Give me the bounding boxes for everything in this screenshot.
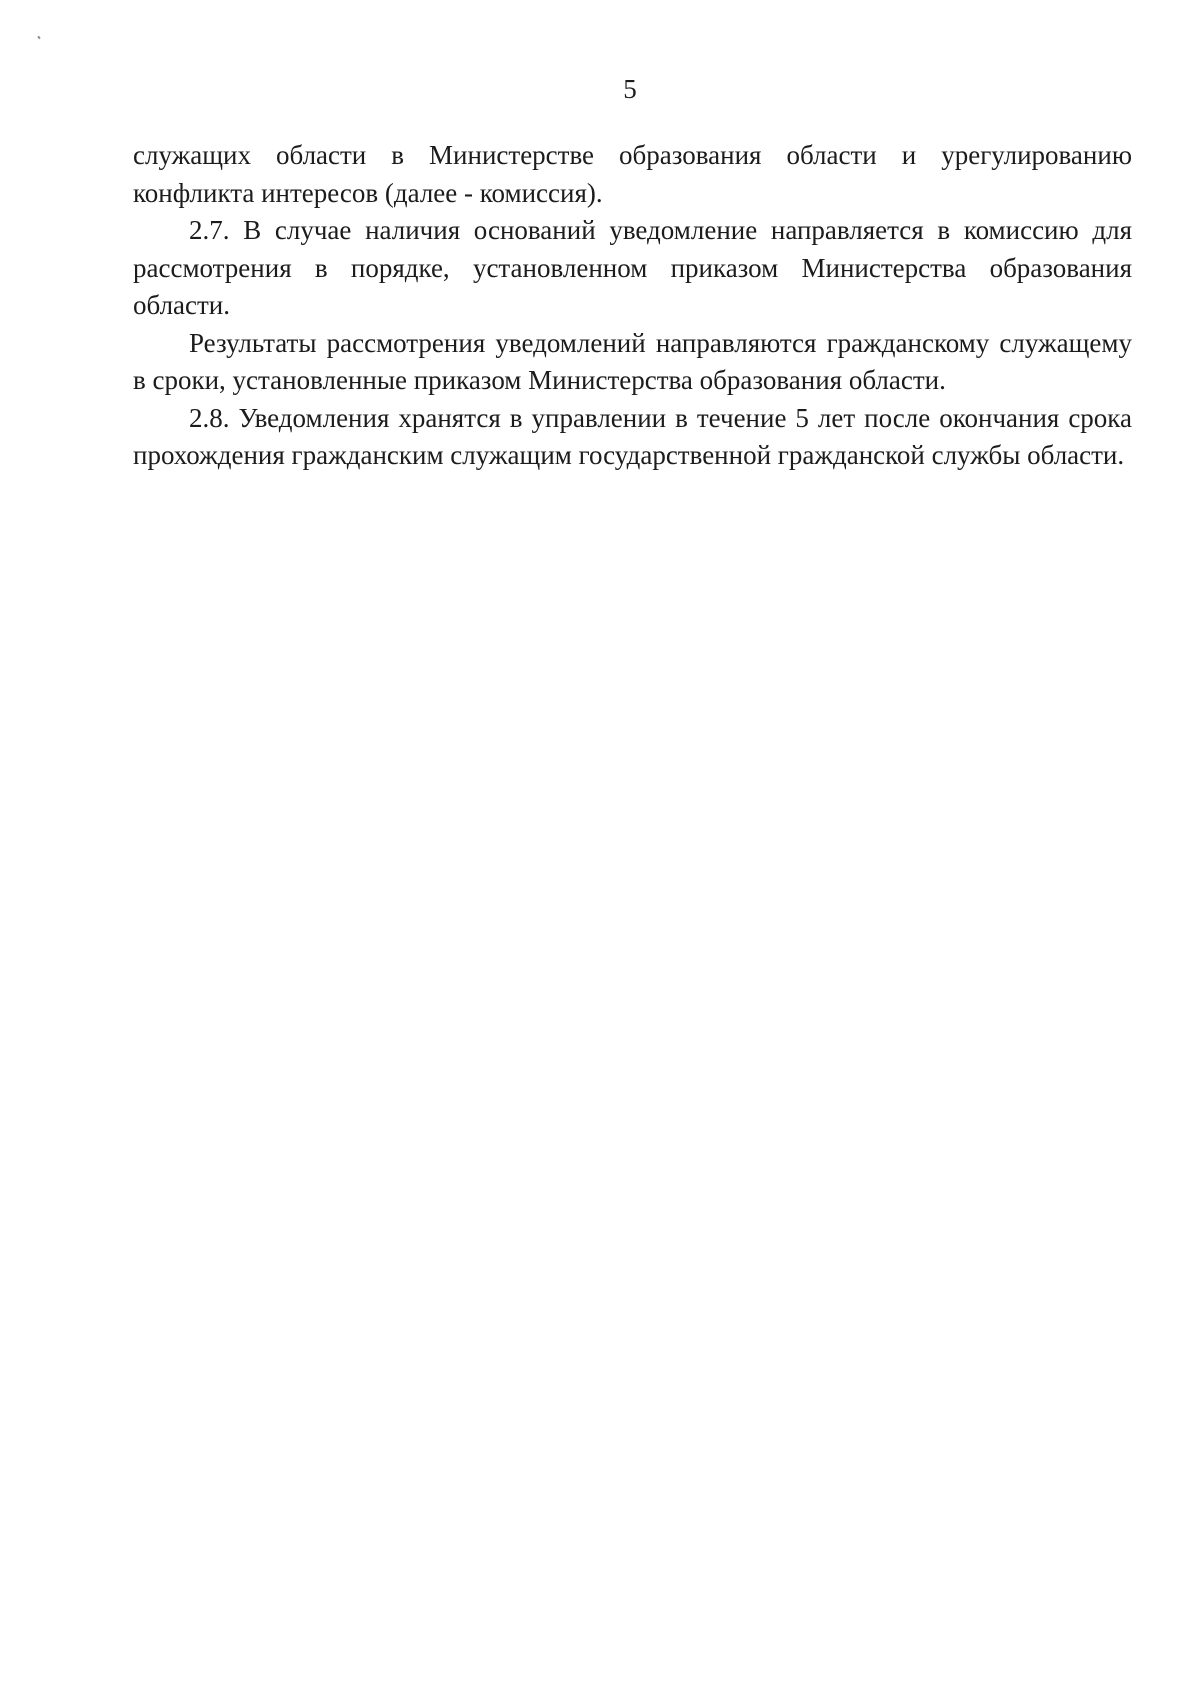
paragraph-2-7: 2.7. В случае наличия оснований уведомление направляется в комиссию для рассмотрения в порядке, установленном приказом Министерства образования области. [133,215,1132,320]
document-body [133,137,1132,475]
page-number: 5 [623,74,637,104]
scan-speck [37,36,40,40]
paragraph-2-8: 2.8. Уведомления хранятся в управлении в течение 5 лет после окончания срока прохождения гражданским служащим государственной гражданской службы области. [133,402,1132,470]
paragraph-results: Результаты рассмотрения уведомлений направляются гражданскому служащему в сроки, установленные приказом Министерства образования области. [133,327,1132,395]
paragraph-continuation: служащих области в Министерстве образования области и урегулированию конфликта интересов (далее - комиссия). [133,140,1132,208]
